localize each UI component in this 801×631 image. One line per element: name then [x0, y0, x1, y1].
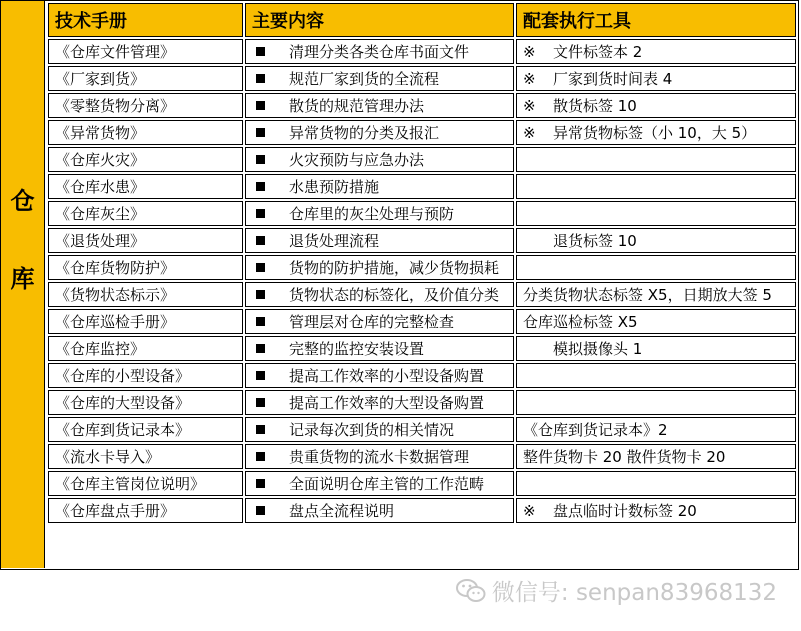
content-text: 提高工作效率的大型设备购置: [289, 394, 485, 412]
tool-text: 文件标签本 2: [553, 43, 643, 61]
manual-cell: 《仓库到货记录本》: [48, 417, 243, 442]
tool-cell: [516, 228, 796, 253]
tool-cell: [516, 93, 796, 118]
content-text: 仓库里的灰尘处理与预防: [289, 205, 455, 223]
content-cell: [245, 471, 514, 496]
content-cell: [245, 228, 514, 253]
table-row: [48, 498, 796, 523]
side-category-cell: [1, 1, 45, 568]
watermark: [456, 574, 777, 608]
table-row: [48, 228, 796, 253]
tool-cell: [516, 444, 796, 469]
content-text: 异常货物的分类及报汇: [289, 124, 440, 142]
tool-text: 异常货物标签（小 10，大 5）: [553, 124, 757, 142]
content-cell: [245, 282, 514, 307]
table-row: [48, 282, 796, 307]
square-bullet-icon: [256, 128, 265, 137]
wechat-icon: [456, 578, 486, 610]
square-bullet-icon: [256, 182, 265, 191]
square-bullet-icon: [256, 290, 265, 299]
square-bullet-icon: [256, 506, 265, 515]
table-row: [48, 120, 796, 145]
square-bullet-icon: [256, 425, 265, 434]
square-bullet-icon: [256, 155, 265, 164]
content-text: 管理层对仓库的完整检查: [289, 313, 455, 331]
tool-cell: [516, 336, 796, 361]
content-cell: [245, 120, 514, 145]
table-row: [48, 174, 796, 199]
square-bullet-icon: [256, 344, 265, 353]
manual-cell: 《仓库水患》: [48, 174, 243, 199]
header-manual: 技术手册: [48, 3, 243, 37]
reference-mark: ※: [523, 502, 536, 520]
square-bullet-icon: [256, 74, 265, 83]
table-row: [48, 147, 796, 172]
tool-cell: [516, 201, 796, 226]
header-tools: 配套执行工具: [516, 3, 796, 37]
tool-cell: [516, 282, 796, 307]
content-text: 全面说明仓库主管的工作范畴: [289, 475, 485, 493]
tool-cell: [516, 309, 796, 334]
tool-text: 仓库巡检标签 X5: [523, 313, 638, 331]
tool-cell: [516, 390, 796, 415]
manual-cell: 《仓库的大型设备》: [48, 390, 243, 415]
content-text: 火灾预防与应急办法: [289, 151, 425, 169]
table-row: [48, 39, 796, 64]
table-row: [48, 93, 796, 118]
manual-cell: 《仓库的小型设备》: [48, 363, 243, 388]
manual-cell: 《零整货物分离》: [48, 93, 243, 118]
manual-cell: 《退货处理》: [48, 228, 243, 253]
content-cell: [245, 174, 514, 199]
table-row: [48, 390, 796, 415]
manual-cell: 《流水卡导入》: [48, 444, 243, 469]
content-text: 规范厂家到货的全流程: [289, 70, 440, 88]
header-row: [48, 3, 796, 37]
content-cell: [245, 39, 514, 64]
content-text: 完整的监控安装设置: [289, 340, 425, 358]
square-bullet-icon: [256, 317, 265, 326]
content-cell: [245, 255, 514, 280]
side-label-char-2: 库: [10, 265, 35, 293]
content-text: 货物状态的标签化，及价值分类: [289, 286, 500, 304]
manual-cell: 《厂家到货》: [48, 66, 243, 91]
table-row: [48, 363, 796, 388]
content-text: 盘点全流程说明: [289, 502, 395, 520]
tool-text: 厂家到货时间表 4: [553, 70, 673, 88]
table-row: [48, 309, 796, 334]
manual-cell: 《仓库巡检手册》: [48, 309, 243, 334]
tool-cell: [516, 66, 796, 91]
content-cell: [245, 444, 514, 469]
tool-cell: [516, 39, 796, 64]
manual-cell: 《仓库文件管理》: [48, 39, 243, 64]
tool-text: 分类货物状态标签 X5，日期放大签 5: [523, 286, 772, 304]
content-cell: [245, 93, 514, 118]
square-bullet-icon: [256, 236, 265, 245]
tool-cell: [516, 471, 796, 496]
manual-cell: 《异常货物》: [48, 120, 243, 145]
tool-cell: [516, 147, 796, 172]
tool-cell: [516, 255, 796, 280]
content-cell: [245, 201, 514, 226]
tool-cell: [516, 174, 796, 199]
table-row: [48, 66, 796, 91]
reference-mark: ※: [523, 97, 536, 115]
manual-cell: 《仓库货物防护》: [48, 255, 243, 280]
tool-text: 退货标签 10: [553, 232, 637, 250]
tool-text: 盘点临时计数标签 20: [553, 502, 697, 520]
content-cell: [245, 498, 514, 523]
tool-text: 整件货物卡 20 散件货物卡 20: [523, 448, 726, 466]
content-cell: [245, 390, 514, 415]
tool-cell: [516, 417, 796, 442]
square-bullet-icon: [256, 263, 265, 272]
manual-cell: 《仓库火灾》: [48, 147, 243, 172]
square-bullet-icon: [256, 479, 265, 488]
content-text: 水患预防措施: [289, 178, 380, 196]
content-cell: [245, 363, 514, 388]
content-text: 记录每次到货的相关情况: [289, 421, 455, 439]
tool-text: 《仓库到货记录本》2: [523, 421, 668, 439]
tool-cell: [516, 498, 796, 523]
reference-mark: ※: [523, 124, 536, 142]
content-text: 散货的规范管理办法: [289, 97, 425, 115]
manual-cell: 《仓库盘点手册》: [48, 498, 243, 523]
content-text: 清理分类各类仓库书面文件: [289, 43, 470, 61]
watermark-text: 微信号: senpan83968132: [491, 580, 777, 606]
manual-cell: 《仓库灰尘》: [48, 201, 243, 226]
content-cell: [245, 336, 514, 361]
manual-cell: 《货物状态标示》: [48, 282, 243, 307]
square-bullet-icon: [256, 47, 265, 56]
square-bullet-icon: [256, 398, 265, 407]
tool-text: 散货标签 10: [553, 97, 637, 115]
table-row: [48, 336, 796, 361]
square-bullet-icon: [256, 452, 265, 461]
content-cell: [245, 417, 514, 442]
table-row: [48, 417, 796, 442]
manual-table: [46, 1, 798, 525]
tool-text: 模拟摄像头 1: [553, 340, 643, 358]
reference-mark: ※: [523, 43, 536, 61]
table-row: [48, 471, 796, 496]
side-label-char-1: 仓: [10, 187, 35, 215]
reference-mark: ※: [523, 70, 536, 88]
manual-cell: 《仓库主管岗位说明》: [48, 471, 243, 496]
square-bullet-icon: [256, 371, 265, 380]
content-text: 货物的防护措施，减少货物损耗: [289, 259, 500, 277]
content-text: 退货处理流程: [289, 232, 380, 250]
header-content: 主要内容: [245, 3, 514, 37]
tool-cell: [516, 363, 796, 388]
square-bullet-icon: [256, 209, 265, 218]
table-row: [48, 201, 796, 226]
content-cell: [245, 66, 514, 91]
content-cell: [245, 309, 514, 334]
table-row: [48, 444, 796, 469]
content-text: 提高工作效率的小型设备购置: [289, 367, 485, 385]
table-row: [48, 255, 796, 280]
content-cell: [245, 147, 514, 172]
manual-cell: 《仓库监控》: [48, 336, 243, 361]
tool-cell: [516, 120, 796, 145]
square-bullet-icon: [256, 101, 265, 110]
content-text: 贵重货物的流水卡数据管理: [289, 448, 470, 466]
